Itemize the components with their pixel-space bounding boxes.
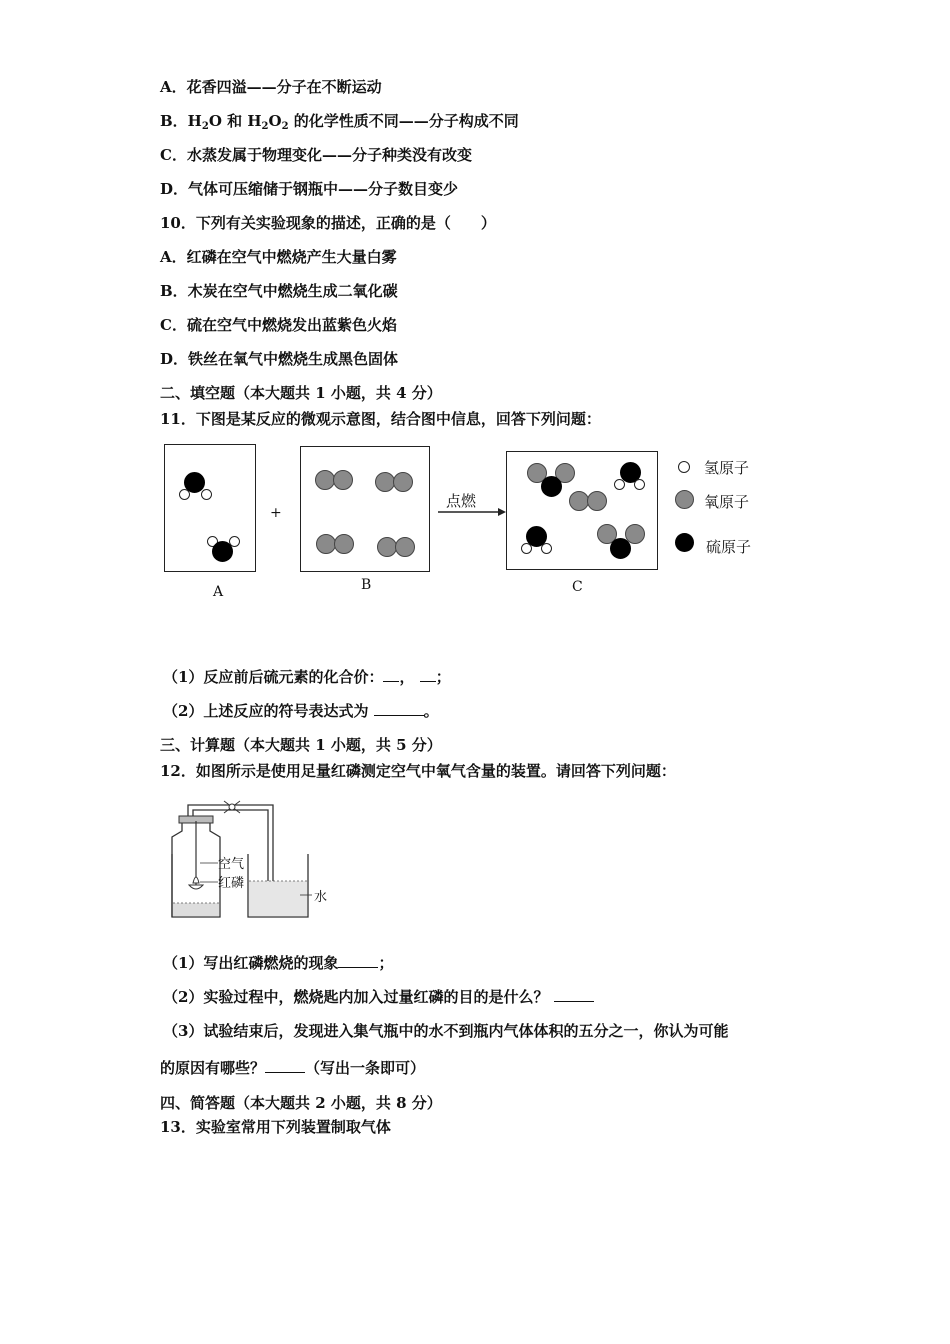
q10-option-c: C．硫在空气中燃烧发出蓝紫色火焰 xyxy=(160,316,397,334)
oxygen-atom xyxy=(375,472,395,492)
arrow-label: 点燃 xyxy=(446,492,477,510)
q9-option-d: D．气体可压缩储于钢瓶中——分子数目变少 xyxy=(160,180,459,198)
apparatus-diagram xyxy=(160,797,350,927)
legend-oxygen-icon xyxy=(675,490,694,509)
hydrogen-atom xyxy=(201,489,212,500)
q11-stem: 11．下图是某反应的微观示意图，结合图中信息，回答下列问题： xyxy=(160,410,601,428)
q10-option-d: D．铁丝在氧气中燃烧生成黑色固体 xyxy=(160,350,399,368)
q12-part-2: （2）实验过程中，燃烧匙内加入过量红磷的目的是什么？ xyxy=(163,987,594,1007)
legend-hydrogen-icon xyxy=(678,461,690,473)
label-red-phosphorus: 红磷 xyxy=(218,876,245,891)
oxygen-atom xyxy=(315,470,335,490)
legend-sulfur-icon xyxy=(675,533,694,552)
oxygen-atom xyxy=(377,537,397,557)
sulfur-atom xyxy=(610,538,631,559)
hydrogen-atom xyxy=(179,489,190,500)
plus-sign: + xyxy=(270,505,282,521)
section-2-heading: 二、填空题（本大题共 1 小题，共 4 分） xyxy=(160,384,442,402)
legend-oxygen-label: 氧原子 xyxy=(704,493,750,511)
oxygen-atom xyxy=(569,491,589,511)
hydrogen-atom xyxy=(541,543,552,554)
q9-option-c: C．水蒸发属于物理变化——分子种类没有改变 xyxy=(160,146,472,164)
q12-part-3-cont: 的原因有哪些？ （写出一条即可） xyxy=(160,1059,426,1077)
label-a: A xyxy=(213,584,224,600)
q12-part-1: （1）写出红磷燃烧的现象 ； xyxy=(163,954,394,972)
q10-option-a: A．红磷在空气中燃烧产生大量白雾 xyxy=(160,248,397,266)
q10-stem: 10．下列有关实验现象的描述，正确的是（ ） xyxy=(160,214,496,232)
answer-blank[interactable] xyxy=(374,701,424,716)
q9-option-b: B．$H_2O$ 和 $H_2O_2$ 的化学性质不同——分子构成不同 xyxy=(160,112,519,132)
q12-stem: 12．如图所示是使用足量红磷测定空气中氧气含量的装置。请回答下列问题： xyxy=(160,762,676,780)
answer-blank[interactable] xyxy=(338,953,378,968)
q13-stem: 13．实验室常用下列装置制取气体 xyxy=(160,1118,391,1136)
label-b: B xyxy=(361,577,372,593)
reaction-arrow-icon xyxy=(436,506,506,518)
sulfur-atom xyxy=(212,541,233,562)
q9-option-a: A．花香四溢——分子在不断运动 xyxy=(160,78,382,96)
answer-blank[interactable] xyxy=(554,987,594,1002)
oxygen-atom xyxy=(395,537,415,557)
hydrogen-atom xyxy=(614,479,625,490)
answer-blank[interactable] xyxy=(383,667,399,682)
oxygen-atom xyxy=(333,470,353,490)
legend-sulfur-label: 硫原子 xyxy=(706,538,752,556)
oxygen-atom xyxy=(587,491,607,511)
answer-blank[interactable] xyxy=(420,667,436,682)
legend-hydrogen-label: 氢原子 xyxy=(704,459,750,477)
q12-part-3: （3）试验结束后，发现进入集气瓶中的水不到瓶内气体体积的五分之一，你认为可能 xyxy=(163,1022,729,1040)
box-a xyxy=(164,444,256,572)
section-4-heading: 四、简答题（本大题共 2 小题，共 8 分） xyxy=(160,1094,442,1112)
q11-part-1: （1）反应前后硫元素的化合价： ， ； xyxy=(163,668,451,686)
q10-option-b: B．木炭在空气中燃烧生成二氧化碳 xyxy=(160,282,398,300)
section-3-heading: 三、计算题（本大题共 1 小题，共 5 分） xyxy=(160,736,442,754)
answer-blank[interactable] xyxy=(265,1058,305,1073)
q11-part-2: （2）上述反应的符号表达式为 。 xyxy=(163,702,439,720)
oxygen-atom xyxy=(334,534,354,554)
hydrogen-atom xyxy=(634,479,645,490)
hydrogen-atom xyxy=(521,543,532,554)
oxygen-atom xyxy=(393,472,413,492)
label-water: 水 xyxy=(314,890,328,905)
oxygen-atom xyxy=(316,534,336,554)
sulfur-atom xyxy=(541,476,562,497)
label-c: C xyxy=(572,579,583,595)
label-air: 空气 xyxy=(218,857,245,872)
